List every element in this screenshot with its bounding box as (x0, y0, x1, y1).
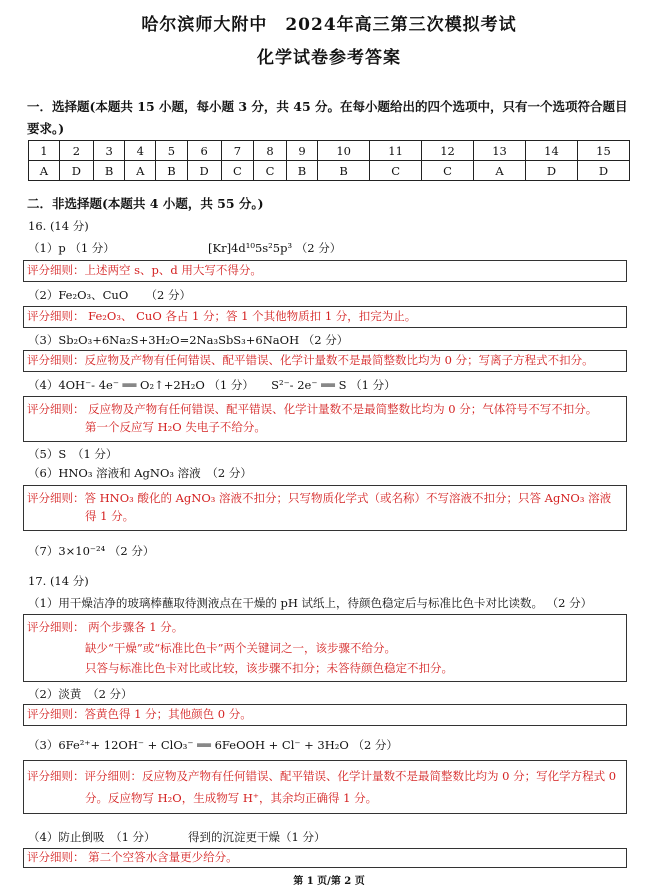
q17-rubric-3 (23, 760, 627, 814)
page-subtitle: 化学试卷参考答案 (257, 48, 401, 68)
answer-cell: C (221, 161, 254, 181)
rubric-text: 评分细则： 第二个空答水含量更少给分。 (27, 850, 238, 864)
rubric-text: 只答与标准比色卡对比或比较，该步骤不扣分；未答待颜色稳定不扣分。 (85, 661, 453, 675)
question-number-cell: 15 (577, 141, 629, 161)
answer-cell: B (318, 161, 370, 181)
rubric-text: 分。反应物写 H₂O，生成物写 H⁺，其余均正确得 1 分。 (85, 791, 378, 805)
q17-rubric-4 (23, 848, 627, 868)
q16-part4: （4）4OH⁻- 4e⁻ ══ O₂↑+2H₂O （1 分） S²⁻- 2e⁻ ══ S （1 分） (28, 378, 396, 392)
answer-cell: B (93, 161, 124, 181)
answer-cell: A (125, 161, 156, 181)
q16-rubric-2 (23, 306, 627, 328)
question-number-cell: 1 (29, 141, 60, 161)
q16-part7: （7）3×10⁻²⁴ （2 分） (28, 544, 155, 558)
q17-part2: （2）淡黄 （2 分） (28, 687, 133, 701)
q17-part4-first: （4）防止倒吸 （1 分） (28, 830, 156, 844)
rubric-text: 评分细则：答黄色得 1 分；其他颜色 0 分。 (27, 707, 252, 721)
answer-cell: B (156, 161, 187, 181)
rubric-text: 评分细则：反应物及产物有任何错误、配平错误、化学计量数不是最简整数比均为 0 分；写离子方程式不扣分。 (27, 353, 594, 367)
rubric-text: 得 1 分。 (85, 509, 135, 523)
question-number-cell: 12 (422, 141, 474, 161)
q16-rubric-3 (23, 350, 627, 372)
q17-part4-second: 得到的沉淀更干燥（1 分） (188, 830, 326, 844)
answer-table (28, 140, 630, 181)
rubric-text: 第一个反应写 H₂O 失电子不给分。 (85, 420, 266, 434)
q17-part1: （1）用干燥洁净的玻璃棒蘸取待测液点在干燥的 pH 试纸上，待颜色稳定后与标准比色卡对比读数。 （2 分） (28, 596, 593, 610)
question-number-cell: 3 (93, 141, 124, 161)
page-title: 哈尔滨师大附中 2024年高三第三次模拟考试 (141, 15, 517, 35)
question-number-cell: 10 (318, 141, 370, 161)
q16-part1-answer: （1）p （1 分） (28, 241, 115, 255)
q16-rubric-4 (23, 396, 627, 442)
answer-cell: D (187, 161, 221, 181)
answer-cell: D (59, 161, 93, 181)
question-number-cell: 14 (525, 141, 577, 161)
q16-rubric-1 (23, 260, 627, 282)
answer-cell: A (29, 161, 60, 181)
question-number-cell: 9 (286, 141, 317, 161)
question-number-cell: 4 (125, 141, 156, 161)
question-number-cell: 8 (254, 141, 287, 161)
q16-part6: （6）HNO₃ 溶液和 AgNO₃ 溶液 （2 分） (28, 466, 252, 480)
q16-part3: （3）Sb₂O₃+6Na₂S+3H₂O=2Na₃SbS₃+6NaOH （2 分） (28, 333, 349, 347)
rubric-text: 缺少“干燥”或“标准比色卡”两个关键词之一，该步骤不给分。 (85, 641, 397, 655)
answer-cell: D (525, 161, 577, 181)
q16-header: 16. (14 分) (28, 219, 89, 233)
q16-part1-config: [Kr]4d¹⁰5s²5p³ （2 分） (208, 241, 342, 255)
answer-table-number-row (29, 141, 630, 161)
question-number-cell: 2 (59, 141, 93, 161)
question-number-cell: 7 (221, 141, 254, 161)
q17-part3: （3）6Fe²⁺+ 12OH⁻ + ClO₃⁻ ══ 6FeOOH + Cl⁻ + 3H₂O （2 分） (28, 738, 398, 752)
section2-heading: 二．非选择题(本题共 4 小题，共 55 分。) (27, 196, 264, 211)
answer-cell: B (286, 161, 317, 181)
q17-rubric-2 (23, 704, 627, 726)
question-number-cell: 13 (474, 141, 526, 161)
q17-rubric-1 (23, 614, 627, 682)
rubric-text: 评分细则：上述两空 s、p、d 用大写不得分。 (27, 263, 262, 277)
answer-table-answer-row (29, 161, 630, 181)
question-number-cell: 5 (156, 141, 187, 161)
rubric-text: 评分细则：答 HNO₃ 酸化的 AgNO₃ 溶液不扣分；只写物质化学式（或名称）不写溶液不扣分；只答 AgNO₃ 溶液 (27, 491, 612, 505)
page-number: 第 1 页/第 2 页 (293, 876, 365, 887)
section1-heading: 一．选择题(本题共 15 小题，每小题 3 分，共 45 分。在每小题给出的四个选项中，只有一个选项符合题目要求。) (27, 99, 628, 136)
rubric-text: 评分细则： Fe₂O₃、 CuO 各占 1 分；答 1 个其他物质扣 1 分，扣完为止。 (27, 309, 417, 323)
answer-cell: C (422, 161, 474, 181)
q16-part5: （5）S （1 分） (28, 447, 118, 461)
q17-header: 17. (14 分) (28, 574, 89, 588)
answer-cell: C (254, 161, 287, 181)
rubric-text: 评分细则： 反应物及产物有任何错误、配平错误、化学计量数不是最简整数比均为 0 分；气体符号不写不扣分。 (27, 402, 598, 416)
question-number-cell: 11 (370, 141, 422, 161)
q16-rubric-6 (23, 485, 627, 531)
rubric-text: 评分细则： 两个步骤各 1 分。 (27, 620, 184, 634)
answer-cell: A (474, 161, 526, 181)
question-number-cell: 6 (187, 141, 221, 161)
answer-cell: C (370, 161, 422, 181)
rubric-text: 评分细则：评分细则：反应物及产物有任何错误、配平错误、化学计量数不是最简整数比均为 0 分；写化学方程式 0 (27, 769, 617, 783)
answer-cell: D (577, 161, 629, 181)
q16-part2: （2）Fe₂O₃、CuO （2 分） (28, 288, 191, 302)
